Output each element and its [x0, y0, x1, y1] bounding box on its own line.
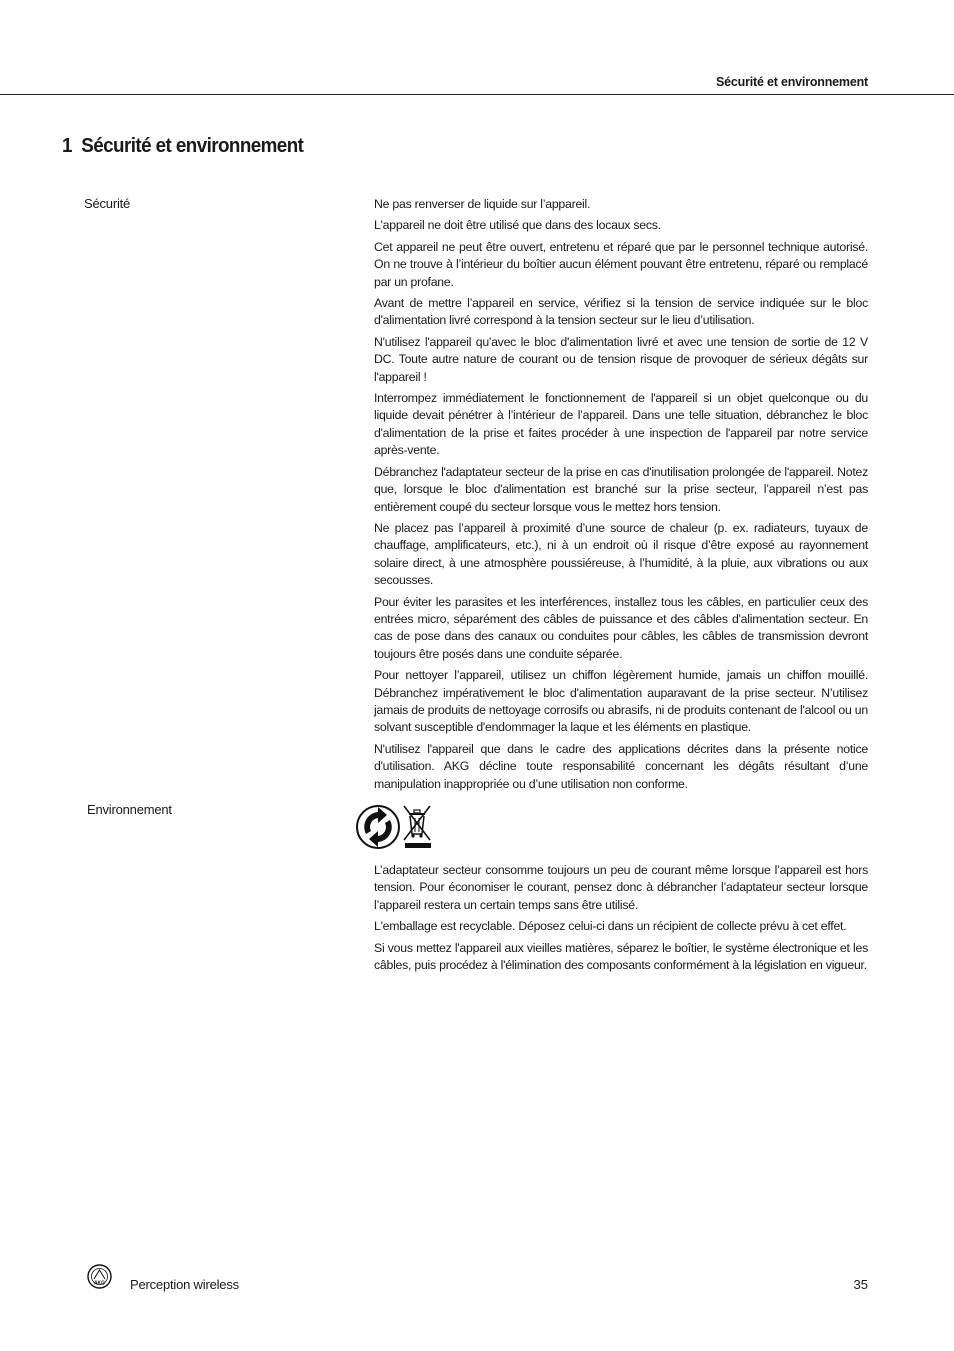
akg-logo-icon — [87, 1264, 112, 1289]
safety-label: Sécurité — [84, 196, 131, 211]
chapter-title-text: Sécurité et environnement — [81, 135, 304, 157]
header-rule — [0, 94, 954, 95]
safety-paragraph: Pour nettoyer l’appareil, utilisez un chiffon légèrement humide, jamais un chiffon mouillé. Débranchez impérativement le bloc d'alimentation auparavant de la prise secteur. N’utilisez jamais de produits de nettoyage corrosifs ou abrasifs, ni de produits contenant de l'alcool ou un solvant susceptible d'endommager la laque et les éléments en plastique. — [374, 668, 868, 735]
safety-paragraph: Pour éviter les parasites et les interférences, installez tous les câbles, en particulier ceux des entrées micro, séparément des câbles de puissance et des câbles d'alimentation secteur. En cas de pose dans des canaux ou conduites pour câbles, les câbles de transmission devront toujours être posés dans une conduite séparée. — [374, 594, 868, 661]
akg-logo-text: AKG — [93, 1280, 106, 1287]
environment-text — [374, 862, 868, 978]
safety-paragraph: Ne placez pas l’appareil à proximité d’une source de chaleur (p. ex. radiateurs, tuyaux de chauffage, amplificateurs, etc.), ni à un endroit où il risque d’être exposé au rayonnement solaire direct, à une atmosphère poussiéreuse, à l’humidité, à la pluie, aux vibrations ou aux secousses. — [374, 520, 868, 588]
safety-paragraph: N'utilisez l'appareil que dans le cadre des applications décrites dans la présente notice d'utilisation. AKG décline toute responsabilité concernant les dégâts résultant d’une manipulation inappropriée ou d’une utilisation non conforme. — [374, 741, 868, 791]
crossed-out-bin-icon — [404, 806, 431, 848]
chapter-number: 1 — [62, 135, 72, 157]
safety-paragraph: Ne pas renverser de liquide sur l’appareil. — [374, 197, 591, 211]
environment-paragraph: L’adaptateur secteur consomme toujours un peu de courant même lorsque l’appareil est hors tension. Pour économiser le courant, pensez donc à débrancher l’adaptateur secteur lorsque l’appareil restera un certain temps sans être utilisé. — [374, 863, 868, 912]
safety-paragraph: Interrompez immédiatement le fonctionnement de l'appareil si un objet quelconque ou du liquide devait pénétrer à l’intérieur de l’appareil. Dans une telle situation, débranchez le bloc d'alimentation de la prise et faites procéder à une inspection de l'appareil par notre service après-vente. — [374, 391, 868, 458]
footer-product-name: Perception wireless — [130, 1277, 239, 1292]
safety-paragraph: Débranchez l'adaptateur secteur de la prise en cas d'inutilisation prolongée de l'appareil. Notez que, lorsque le bloc d'alimentation est branché sur la prise secteur, l’appareil n’est pas entièrement coupé du secteur lorsque vous le mettez hors tension. — [374, 464, 868, 514]
chapter-title — [62, 135, 303, 158]
environment-paragraph: L'emballage est recyclable. Déposez celui-ci dans un récipient de collecte prévu à cet effet. — [374, 919, 847, 934]
page-number: 35 — [853, 1277, 868, 1292]
safety-paragraph: Avant de mettre l’appareil en service, vérifiez si la tension de service indiquée sur le bloc d'alimentation livré correspond à la tension secteur sur le lieu d’utilisation. — [374, 296, 868, 328]
green-dot-recycling-icon — [357, 806, 399, 848]
safety-paragraph: L'appareil ne doit être utilisé que dans des locaux secs. — [374, 218, 661, 233]
safety-paragraph: N'utilisez l'appareil qu'avec le bloc d'alimentation livré et avec une tension de sortie de 12 V DC. Toute autre nature de courant ou de tension risque de provoquer de sérieux dégâts sur l'appareil ! — [374, 334, 868, 384]
running-header: Sécurité et environnement — [716, 75, 868, 89]
safety-text — [374, 196, 868, 797]
safety-paragraph: Cet appareil ne peut être ouvert, entretenu et réparé que par le personnel technique autorisé. On ne trouve à l’intérieur du boîtier aucun élément pouvant être entretenu, réparé ou remplacé par un profane. — [374, 239, 868, 289]
environment-paragraph: Si vous mettez l'appareil aux vieilles matières, séparez le boîtier, le système électronique et les câbles, puis procédez à l'élimination des composants conformément à la législation en vigueur. — [374, 940, 868, 973]
environment-label: Environnement — [87, 802, 172, 817]
environment-icons — [356, 804, 436, 850]
